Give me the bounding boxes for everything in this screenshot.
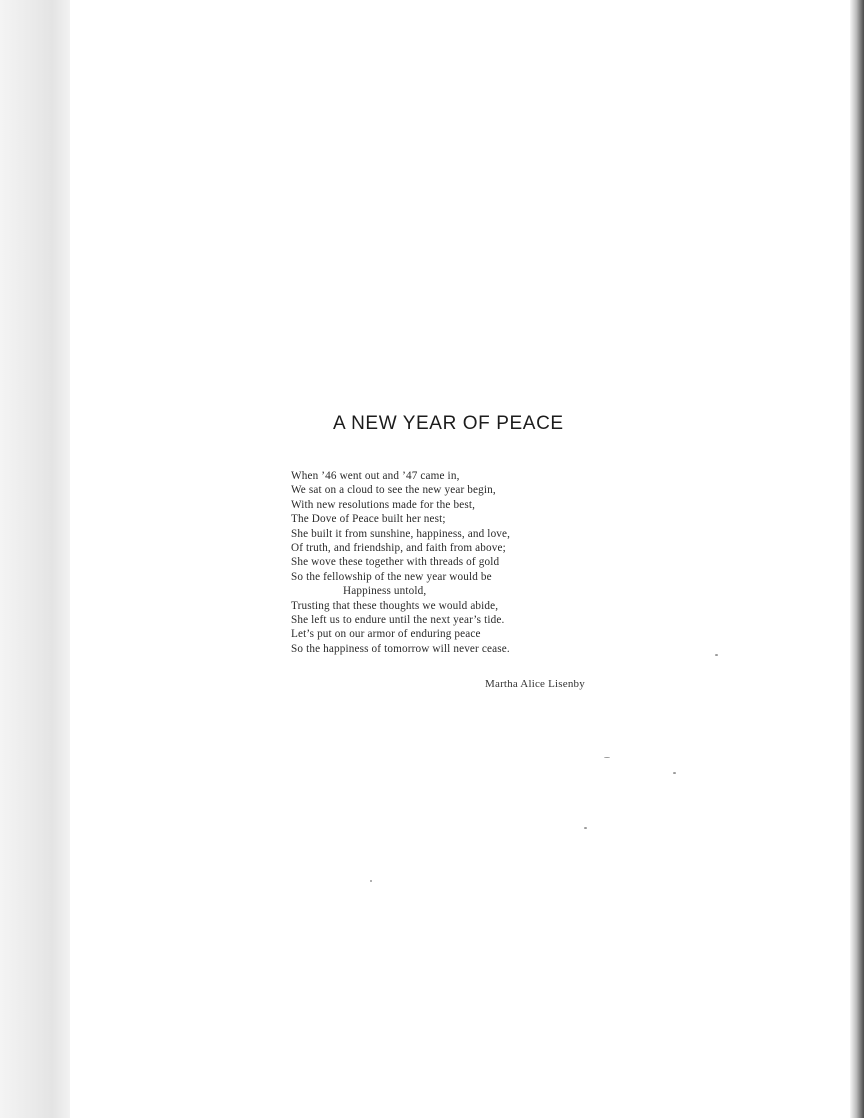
poem-body [291, 469, 591, 656]
print-speck [673, 772, 676, 774]
poem-line: When ’46 went out and ’47 came in, [291, 470, 460, 482]
binding-shadow [0, 0, 70, 1118]
print-speck [584, 827, 587, 829]
print-speck [604, 757, 610, 758]
poem-line: So the fellowship of the new year would be [291, 570, 492, 583]
print-speck [715, 654, 718, 656]
page-edge [850, 0, 864, 1118]
poem-line: Let’s put on our armor of enduring peace [291, 628, 481, 641]
poem-author: Martha Alice Lisenby [485, 678, 585, 690]
poem-line: Happiness untold, [343, 585, 427, 598]
print-speck [370, 880, 372, 882]
page [70, 0, 850, 1118]
poem-line: Of truth, and friendship, and faith from above; [291, 542, 506, 555]
poem-line: Trusting that these thoughts we would abide, [291, 599, 499, 612]
poem-title: A NEW YEAR OF PEACE [333, 413, 564, 434]
poem-line: She left us to endure until the next year’s tide. [291, 614, 505, 627]
poem-line: So the happiness of tomorrow will never cease. [291, 642, 510, 655]
poem-line: We sat on a cloud to see the new year begin, [291, 484, 496, 497]
poem-line: She built it from sunshine, happiness, and love, [291, 527, 511, 540]
poem-line: With new resolutions made for the best, [291, 498, 476, 511]
poem-line: She wove these together with threads of gold [291, 556, 500, 569]
poem-line: The Dove of Peace built her nest; [291, 513, 446, 526]
